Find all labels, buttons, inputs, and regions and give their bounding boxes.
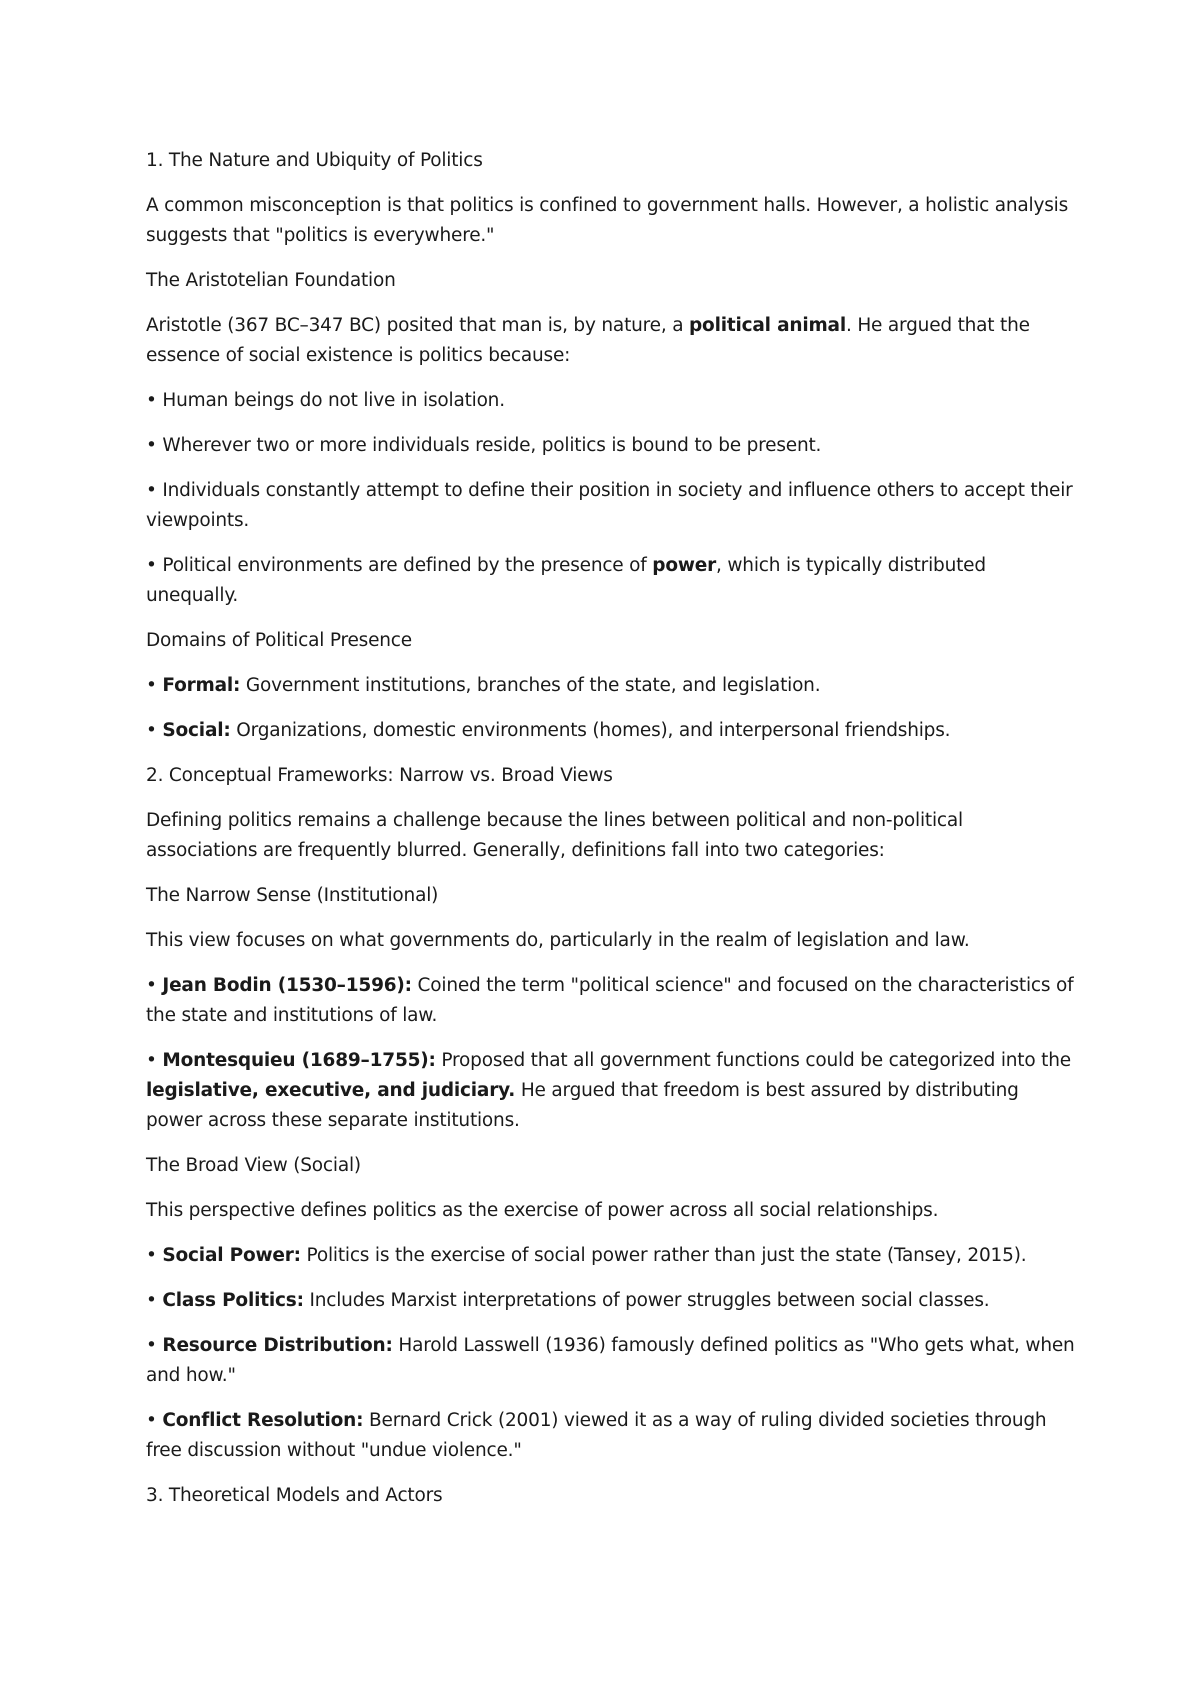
bullet-item [146, 671, 1076, 701]
bullet-item: • Wherever two or more individuals reside, politics is bound to be present. [146, 435, 822, 456]
text: Proposed that all government functions could be categorized into the [435, 1050, 1071, 1071]
text: Coined the term "political science" and focused on the characteristics of the state and institutions of law. [146, 975, 1074, 1026]
bullet: • [146, 1245, 163, 1266]
bold-text: legislative, executive, and judiciary. [146, 1080, 516, 1101]
text: Bernard Crick (2001) viewed it as a way of ruling divided societies through free discussion without "undue violence." [146, 1410, 1047, 1461]
text: , which is typically distributed unequally. [146, 555, 986, 606]
subheading: Domains of Political Presence [146, 630, 412, 651]
subheading: The Broad View (Social) [146, 1155, 361, 1176]
section-heading: 1. The Nature and Ubiquity of Politics [146, 150, 483, 171]
bullet-item: • Individuals constantly attempt to define their position in society and influence others to accept their viewpoints. [146, 480, 1073, 531]
text: Politics is the exercise of social power rather than just the state (Tansey, 2015). [300, 1245, 1027, 1266]
bold-text: Montesquieu (1689–1755): [162, 1050, 436, 1071]
section-heading: 3. Theoretical Models and Actors [146, 1485, 443, 1506]
text: • Political environments are defined by the presence of [146, 555, 653, 576]
bullet: • [146, 1335, 163, 1356]
bullet: • [146, 1410, 163, 1431]
bullet-item [146, 1331, 1076, 1391]
bold-text: power [652, 555, 717, 576]
paragraph: This perspective defines politics as the exercise of power across all social relationships. [146, 1200, 939, 1221]
bullet-item [146, 971, 1076, 1031]
bullet: • [146, 675, 163, 696]
bold-text: Class Politics: [162, 1290, 304, 1311]
paragraph: A common misconception is that politics is confined to government halls. However, a holistic analysis suggests that "politics is everywhere." [146, 195, 1069, 246]
bullet: • [146, 1290, 163, 1311]
text: He argued that freedom is best assured by distributing power across these separate institutions. [146, 1080, 1019, 1131]
text: Government institutions, branches of the state, and legislation. [240, 675, 821, 696]
paragraph: Defining politics remains a challenge because the lines between political and non-political associations are frequently blurred. Generally, definitions fall into two categories: [146, 810, 963, 861]
bold-text: Conflict Resolution: [162, 1410, 364, 1431]
bullet-item [146, 1406, 1076, 1466]
bullet: • [146, 720, 163, 741]
bold-text: Social: [162, 720, 231, 741]
bold-text: Resource Distribution: [162, 1335, 393, 1356]
text: Organizations, domestic environments (homes), and interpersonal friendships. [230, 720, 951, 741]
paragraph: This view focuses on what governments do, particularly in the realm of legislation and law. [146, 930, 970, 951]
section-heading: 2. Conceptual Frameworks: Narrow vs. Broad Views [146, 765, 613, 786]
bullet-item [146, 1046, 1076, 1136]
text: . He argued that the essence of social existence is politics because: [146, 315, 1030, 366]
bold-text: political animal [689, 315, 846, 336]
bullet: • [146, 975, 163, 996]
document-body [146, 146, 1076, 1526]
bullet-item [146, 716, 1076, 746]
bullet: • [146, 1050, 163, 1071]
bold-text: Social Power: [162, 1245, 301, 1266]
bold-text: Jean Bodin (1530–1596): [162, 975, 412, 996]
subheading: The Narrow Sense (Institutional) [146, 885, 439, 906]
bullet-item [146, 1286, 1076, 1316]
bullet-item: • Human beings do not live in isolation. [146, 390, 505, 411]
bullet-item [146, 551, 1076, 611]
bullet-item [146, 1241, 1076, 1271]
paragraph [146, 311, 1076, 371]
text: Aristotle (367 BC–347 BC) posited that man is, by nature, a [146, 315, 690, 336]
text: Includes Marxist interpretations of power struggles between social classes. [303, 1290, 990, 1311]
text: Harold Lasswell (1936) famously defined politics as "Who gets what, when and how." [146, 1335, 1075, 1386]
subheading: The Aristotelian Foundation [146, 270, 396, 291]
bold-text: Formal: [162, 675, 241, 696]
